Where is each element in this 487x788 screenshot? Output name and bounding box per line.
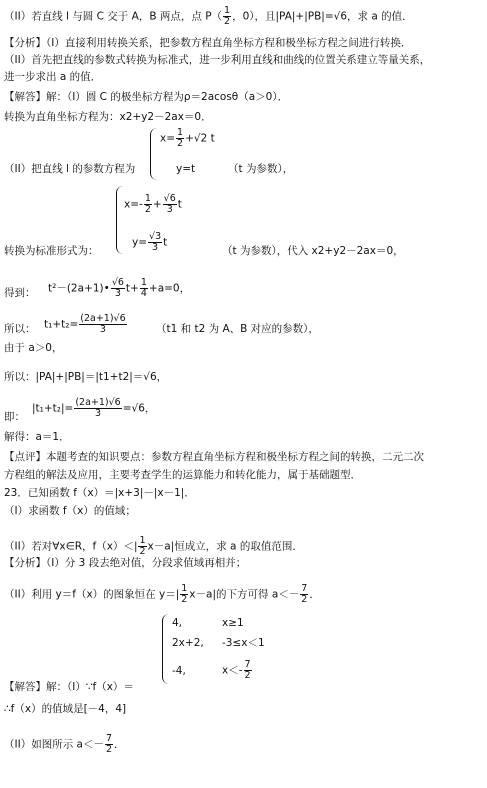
- param-intro: （II）把直线 l 的参数方程为: [4, 163, 136, 175]
- pw-cond-1: x≥1: [222, 617, 244, 629]
- solution-line-2: 转换为直角坐标方程为：x2+y2－2ax＝0．: [4, 111, 212, 123]
- abs-eq: |t₁+t₂|= $\frac{(2a+1)√6}{3}$ =√6，: [32, 397, 156, 419]
- q23-analysis-1: 【分析】（I）分 3 段去绝对值，分段求值域再相并；: [4, 557, 247, 569]
- sum-roots-eq: t₁+t₂= $\frac{(2a+1)√6}{3}$: [44, 313, 126, 335]
- since-line: 由于 a＞0，: [4, 342, 63, 354]
- pw-cond-2: -3≤x＜1: [222, 637, 265, 649]
- q23-solution-2: （II）如图所示 a＜－ $\frac{7}{2}$ ．: [4, 733, 125, 755]
- pw-val-2: 2x+2,: [172, 637, 204, 649]
- std-eq-1: x=- $\frac{1}{2}$ + $\frac{√6}{3}$ t: [124, 193, 182, 215]
- param-note-1: （t 为参数），: [228, 163, 294, 175]
- q23-title: 23．已知函数 f（x）＝|x+3|－|x－1|．: [4, 487, 195, 499]
- brace-2: [116, 186, 123, 254]
- std-intro: 转换为标准形式为：: [4, 245, 99, 257]
- q23-part1: （I）求函数 f（x）的值域；: [4, 505, 136, 517]
- q23-solution-1: 【解答】解：（I）∵f（x）＝: [4, 681, 134, 693]
- sum-roots-note: （t1 和 t2 为 A、B 对应的参数），: [156, 323, 319, 335]
- q23-range: ∴f（x）的值域是[－4，4]: [4, 703, 127, 715]
- brace-3: [162, 614, 169, 684]
- std-note: （t 为参数），代入 x2+y2－2ax＝0，: [222, 245, 404, 257]
- analysis-line-2: （II）首先把直线的参数式转换为标准式，进一步利用直线和曲线的位置关系建立等量关系，: [4, 54, 431, 66]
- q23-analysis-2: （II）利用 y＝f（x）的图象恒在 y＝| $\frac{1}{2}$ x－a|的下方可得 a＜－ $\frac{7}{2}$ ．: [4, 583, 320, 605]
- comment-line-1: 【点评】本题考查的知识要点：参数方程直角坐标方程和极坐标方程之间的转换，二元二次: [4, 451, 424, 463]
- pw-val-1: 4,: [172, 617, 183, 629]
- ie-label: 即：: [4, 411, 25, 423]
- std-eq-2: y= $\frac{√3}{3}$ t: [132, 231, 168, 253]
- analysis-line-3: 进一步求出 a 的值．: [4, 71, 102, 83]
- solution-line-1: 【解答】解：（I）圆 C 的极坐标方程为ρ＝2acosθ（a＞0）．: [4, 91, 289, 103]
- quadratic-eq: t²－(2a+1)• $\frac{√6}{3}$ t+ $\frac{1}{4}$ +a=0，: [48, 277, 191, 299]
- pw-cond-3: x＜- $\frac{7}{2}$: [222, 659, 251, 681]
- q23-part2: （II）若对∀x∈R，f（x）＜| $\frac{1}{2}$ x－a|恒成立，求 a 的取值范围．: [4, 535, 303, 557]
- fraction-half: $\frac{1}{2}$: [224, 5, 231, 27]
- solve-line: 解得：a＝1．: [4, 431, 70, 443]
- analysis-line-1: 【分析】（I）直接利用转换关系，把参数方程直角坐标方程和极坐标方程之间进行转换．: [4, 37, 412, 49]
- param-eq-1: x= $\frac{1}{2}$ +√2 t: [160, 127, 215, 149]
- problem-line-1: （II）若直线 l 与圆 C 交于 A，B 两点，点 P（ $\frac{1}{2}$ ，0），且|PA|+|PB|=√6，求 a 的值．: [4, 5, 413, 27]
- so-line-2: 所以：|PA|+|PB|＝|t1+t2|＝√6，: [4, 371, 168, 383]
- pw-val-3: -4,: [172, 665, 186, 677]
- brace-1: [150, 128, 157, 180]
- param-eq-2: y=t: [176, 163, 196, 175]
- result-label: 得到：: [4, 287, 36, 299]
- so-label: 所以：: [4, 323, 36, 335]
- comment-line-2: 方程组的解法及应用，主要考查学生的运算能力和转化能力，属于基础题型．: [4, 469, 361, 481]
